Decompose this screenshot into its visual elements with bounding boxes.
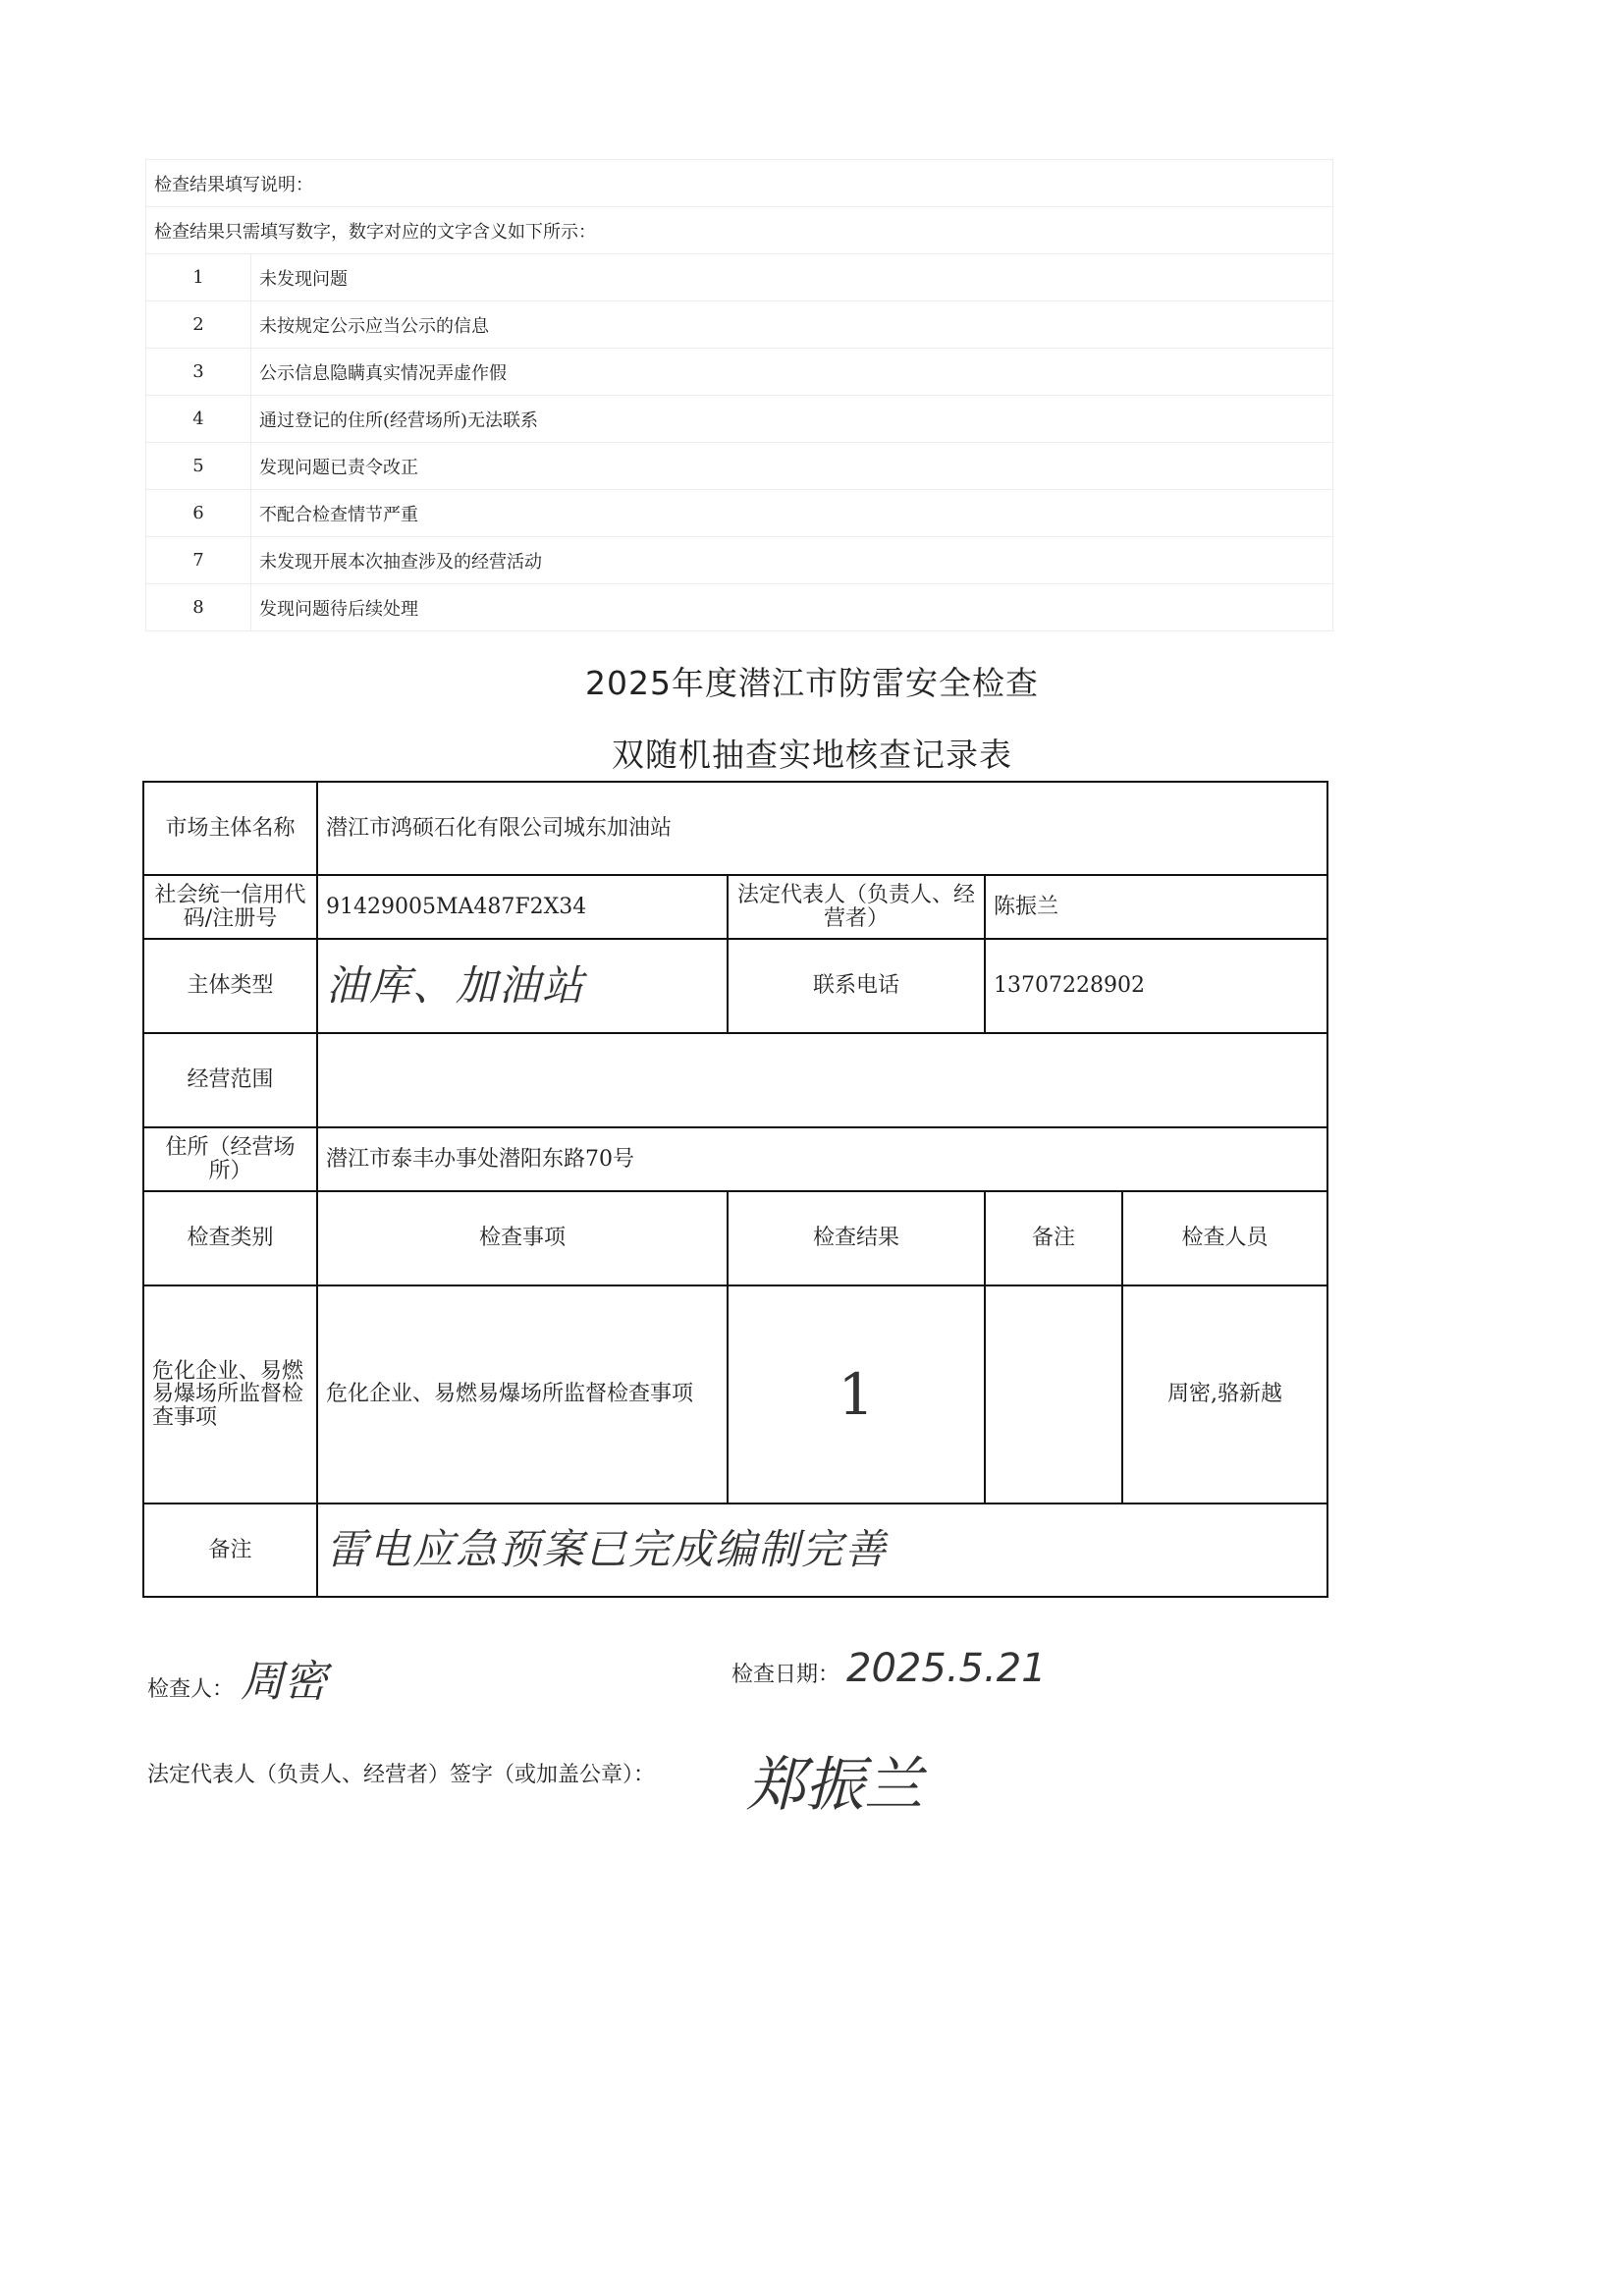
date-handwritten: 2025.5.21 bbox=[846, 1646, 1047, 1691]
document-subtitle: 双随机抽查实地核查记录表 bbox=[612, 736, 1012, 774]
legend-row: 8 发现问题待后续处理 bbox=[146, 584, 1333, 631]
inspector-signature: 周密 bbox=[241, 1657, 328, 1707]
credit-code-value: 91429005MA487F2X34 bbox=[317, 875, 728, 939]
row-category: 危化企业、易燃易爆场所监督检查事项 bbox=[143, 1285, 317, 1503]
business-scope-value bbox=[317, 1033, 1327, 1127]
instructions-intro: 检查结果只需填写数字，数字对应的文字含义如下所示： bbox=[146, 207, 1333, 254]
instructions-table bbox=[145, 159, 1333, 631]
credit-code-label: 社会统一信用代码/注册号 bbox=[143, 875, 317, 939]
instructions-heading: 检查结果填写说明： bbox=[146, 160, 1333, 207]
legal-signature: 郑振兰 bbox=[746, 1751, 923, 1820]
legal-rep-value: 陈振兰 bbox=[985, 875, 1327, 939]
legend-row: 1 未发现问题 bbox=[146, 254, 1333, 301]
date-label: 检查日期： bbox=[731, 1663, 840, 1687]
legend-row: 5 发现问题已责令改正 bbox=[146, 443, 1333, 490]
phone-label: 联系电话 bbox=[728, 939, 985, 1033]
col-item: 检查事项 bbox=[317, 1191, 728, 1285]
row-result-handwritten: 1 bbox=[728, 1285, 985, 1503]
entity-type-label: 主体类型 bbox=[143, 939, 317, 1033]
legend-row: 6 不配合检查情节严重 bbox=[146, 490, 1333, 537]
legal-rep-label: 法定代表人（负责人、经营者） bbox=[728, 875, 985, 939]
col-category: 检查类别 bbox=[143, 1191, 317, 1285]
row-item: 危化企业、易燃易爆场所监督检查事项 bbox=[317, 1285, 728, 1503]
legal-sign-label: 法定代表人（负责人、经营者）签字（或加盖公章）： bbox=[147, 1763, 656, 1787]
record-table bbox=[142, 781, 1328, 1598]
legend-row: 7 未发现开展本次抽查涉及的经营活动 bbox=[146, 537, 1333, 584]
entity-type-handwritten: 油库、加油站 bbox=[326, 960, 586, 1010]
document-title: 2025年度潜江市防雷安全检查 bbox=[585, 664, 1039, 702]
business-scope-label: 经营范围 bbox=[143, 1033, 317, 1127]
row-note bbox=[985, 1285, 1122, 1503]
remark-label: 备注 bbox=[143, 1503, 317, 1597]
legend-row: 2 未按规定公示应当公示的信息 bbox=[146, 301, 1333, 349]
legend-row: 3 公示信息隐瞒真实情况弄虚作假 bbox=[146, 349, 1333, 396]
remark-handwritten: 雷电应急预案已完成编制完善 bbox=[326, 1525, 889, 1574]
phone-value: 13707228902 bbox=[985, 939, 1327, 1033]
table-row bbox=[143, 1285, 1327, 1503]
address-label: 住所（经营场所） bbox=[143, 1127, 317, 1191]
entity-name-label: 市场主体名称 bbox=[143, 782, 317, 875]
legend-row: 4 通过登记的住所(经营场所)无法联系 bbox=[146, 396, 1333, 443]
entity-name-value: 潜江市鸿硕石化有限公司城东加油站 bbox=[317, 782, 1327, 875]
col-inspector: 检查人员 bbox=[1122, 1191, 1327, 1285]
inspector-label: 检查人： bbox=[147, 1677, 235, 1702]
row-inspector: 周密,骆新越 bbox=[1122, 1285, 1327, 1503]
col-note: 备注 bbox=[985, 1191, 1122, 1285]
col-result: 检查结果 bbox=[728, 1191, 985, 1285]
address-value: 潜江市泰丰办事处潜阳东路70号 bbox=[317, 1127, 1327, 1191]
